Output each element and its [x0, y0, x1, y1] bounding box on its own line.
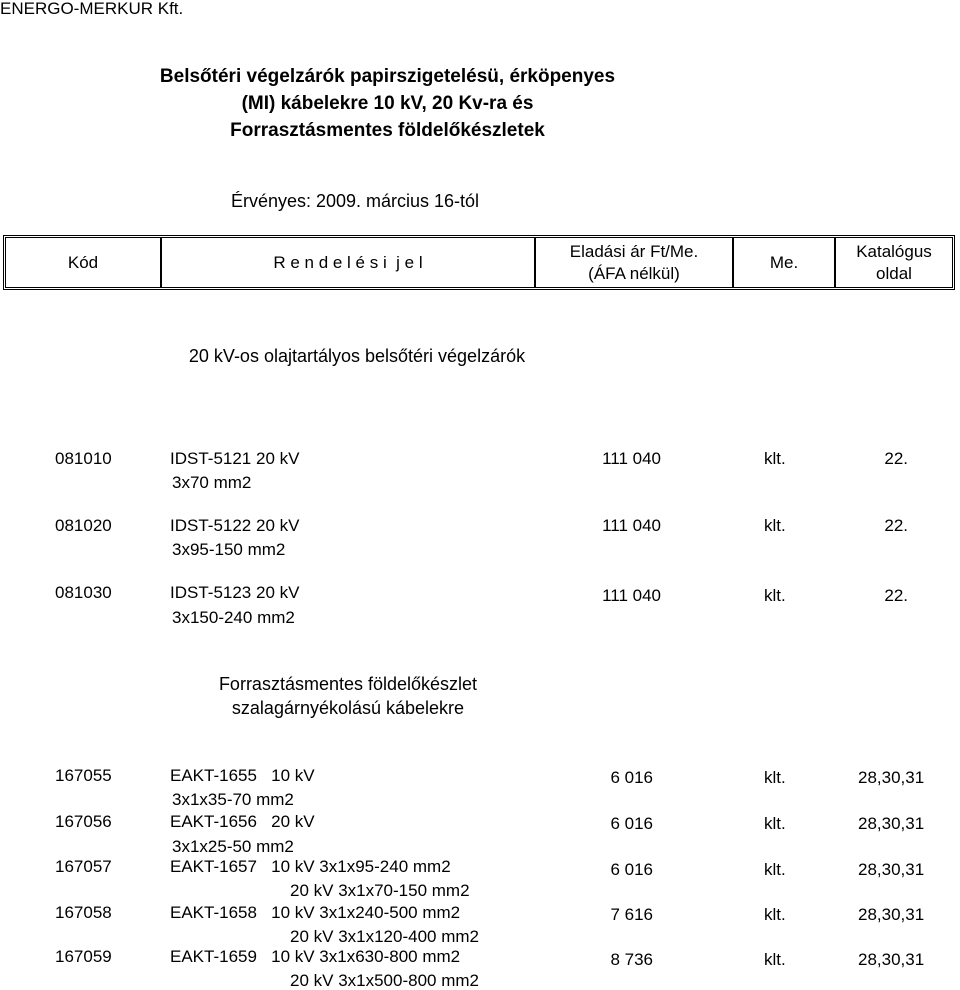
document-title-line-2: (MI) kábelekre 10 kV, 20 Kv-ra és — [241, 93, 534, 114]
product-unit: klt. — [764, 905, 786, 924]
product-name: EAKT-1658 10 kV 3x1x240-500 mm2 — [170, 903, 461, 922]
product-name: EAKT-1655 10 kV — [170, 766, 315, 785]
product-unit: klt. — [764, 860, 786, 879]
product-name: IDST-5122 20 kV — [170, 516, 300, 535]
product-detail: 3x70 mm2 — [172, 473, 252, 492]
product-detail: 3x95-150 mm2 — [172, 540, 286, 559]
header-catalog-line1: Katalógus — [856, 242, 932, 262]
product-price: 6 016 — [610, 814, 653, 833]
product-price: 6 016 — [610, 768, 653, 787]
product-code: 081020 — [55, 516, 112, 535]
product-detail: 3x150-240 mm2 — [172, 608, 295, 627]
product-code: 081010 — [55, 449, 112, 468]
product-name: EAKT-1656 20 kV — [170, 812, 315, 831]
section-title-line-1: Forrasztásmentes földelőkészlet — [218, 674, 478, 694]
product-price: 111 040 — [602, 516, 661, 535]
section-title-line-2: szalagárnyékolású kábelekre — [231, 698, 465, 718]
column-header-row — [3, 235, 955, 290]
header-price-line2: (ÁFA nélkül) — [588, 263, 680, 283]
product-detail: 20 kV 3x1x120-400 mm2 — [290, 927, 479, 946]
product-price: 7 616 — [610, 905, 653, 924]
catalog-page: 22. — [884, 516, 908, 535]
product-code: 167058 — [55, 903, 112, 922]
document-title-line-1: Belsőtéri végelzárók papirszigetelésü, érköpenyes — [159, 66, 616, 87]
product-unit: klt. — [764, 449, 786, 468]
product-price: 8 736 — [610, 950, 653, 969]
product-detail: 20 kV 3x1x70-150 mm2 — [290, 881, 470, 900]
product-price: 6 016 — [610, 860, 653, 879]
header-order-sign-label: R e n d e l é s i j e l — [273, 252, 423, 272]
validity-date: Érvényes: 2009. március 16-tól — [230, 191, 480, 211]
header-unit-label: Me. — [769, 252, 799, 272]
catalog-page: 28,30,31 — [858, 814, 925, 833]
header-code-label: Kód — [67, 252, 99, 272]
product-unit: klt. — [764, 814, 786, 833]
product-code: 167057 — [55, 857, 112, 876]
product-name: EAKT-1657 10 kV 3x1x95-240 mm2 — [170, 857, 451, 876]
section-title: 20 kV-os olajtartályos belsőtéri végelzárók — [188, 346, 526, 366]
product-unit: klt. — [764, 516, 786, 535]
product-code: 081030 — [55, 583, 112, 602]
catalog-page: 28,30,31 — [858, 905, 925, 924]
catalog-page: 28,30,31 — [858, 950, 925, 969]
product-detail: 3x1x35-70 mm2 — [172, 790, 294, 809]
catalog-page: 28,30,31 — [858, 768, 925, 787]
header-code — [6, 238, 160, 287]
product-code: 167059 — [55, 947, 112, 966]
header-unit — [732, 238, 834, 287]
document-title-line-3: Forrasztásmentes földelőkészletek — [230, 120, 545, 141]
product-unit: klt. — [764, 950, 786, 969]
product-detail: 3x1x25-50 mm2 — [172, 837, 294, 856]
catalog-page: 22. — [884, 586, 908, 605]
product-code: 167055 — [55, 766, 112, 785]
product-price: 111 040 — [602, 449, 661, 468]
header-price-line1: Eladási ár Ft/Me. — [569, 242, 699, 262]
company-name: ENERGO-MERKUR Kft. — [0, 0, 184, 18]
product-name: IDST-5121 20 kV — [170, 449, 300, 468]
header-catalog — [834, 238, 952, 287]
header-catalog-line2: oldal — [876, 263, 912, 283]
product-detail: 20 kV 3x1x500-800 mm2 — [290, 971, 479, 990]
catalog-page: 22. — [884, 449, 908, 468]
product-unit: klt. — [764, 768, 786, 787]
product-code: 167056 — [55, 812, 112, 831]
product-name: IDST-5123 20 kV — [170, 583, 300, 602]
catalog-page: 28,30,31 — [858, 860, 925, 879]
product-name: EAKT-1659 10 kV 3x1x630-800 mm2 — [170, 947, 461, 966]
header-price — [534, 238, 732, 287]
product-price: 111 040 — [602, 586, 661, 605]
product-unit: klt. — [764, 586, 786, 605]
header-order-sign — [160, 238, 534, 287]
